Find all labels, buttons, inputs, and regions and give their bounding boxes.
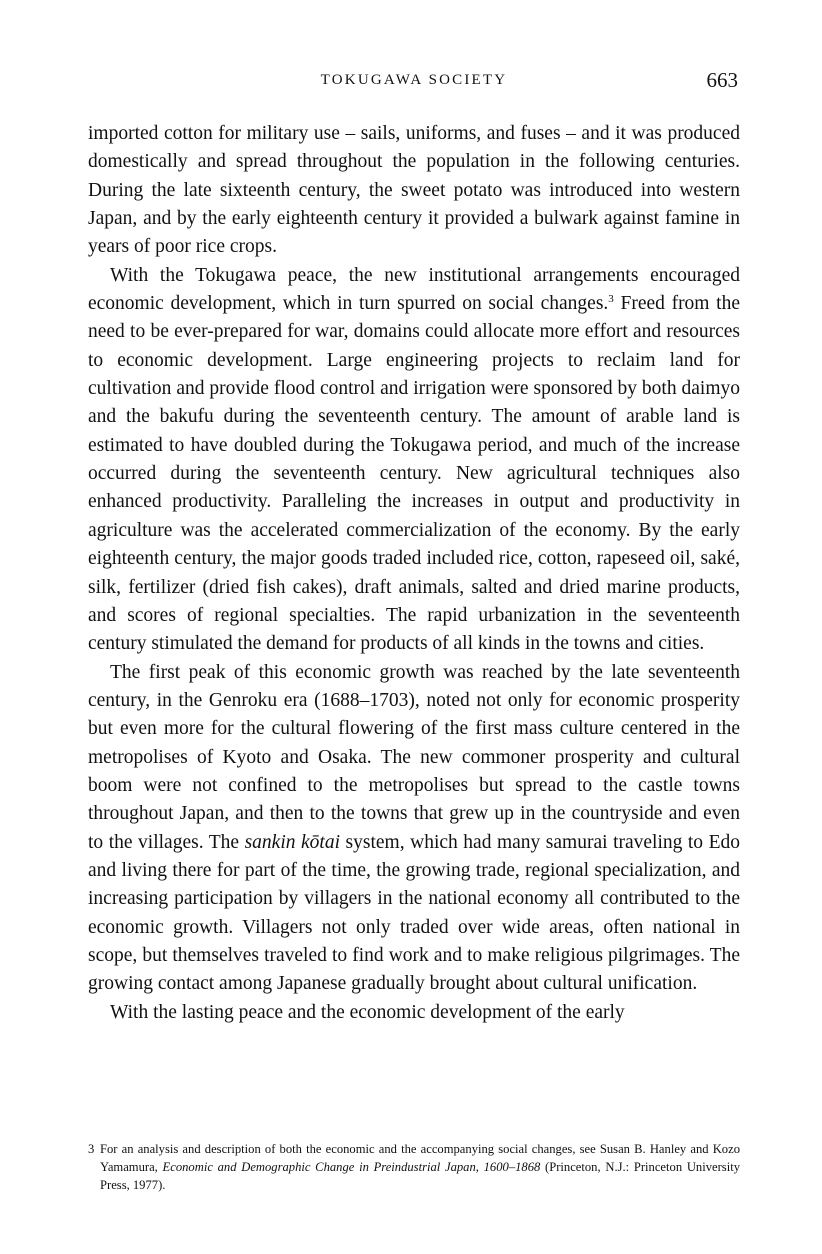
footnote-book-title: Economic and Demographic Change in Preindustrial Japan, 1600–1868	[162, 1160, 541, 1174]
running-head: TOKUGAWA SOCIETY	[320, 72, 508, 88]
paragraph-3	[88, 659, 740, 999]
footnote-text	[100, 1140, 740, 1194]
paragraph-1: imported cotton for military use – sails, uniforms, and fuses – and it was produced domestically and spread throughout the population in the following centuries. During the late sixteenth century, the sweet potato was introduced into western Japan, and by the early eighteenth century it provided a bulwark against famine in years of poor rice crops.	[88, 123, 740, 258]
footnote-reference: 3	[608, 293, 614, 306]
paragraph-2-start: With the Tokugawa peace, the new institutional arrangements encouraged economic development, which in turn spurred on social changes.	[88, 264, 740, 315]
footnote-text-start: For an analysis and description of both the economic and the accompanying social changes, see Susan B. Hanley and Kozo Yamamura,	[100, 1142, 740, 1174]
paragraph-4: With the lasting peace and the economic development of the early	[110, 1001, 625, 1023]
italic-term: sankin kōtai	[244, 831, 341, 853]
footnote-number: 3	[88, 1142, 95, 1156]
footnote	[88, 1140, 740, 1194]
paragraph-2-rest: Freed from the need to be ever-prepared for war, domains could allocate more effort and resources to economic development. Large engineering projects to reclaim land for cultivation and provide flood control and irrigation were sponsored by both daimyo and the bakufu during the seventeenth century. The amount of arable land is estimated to have doubled during the Tokugawa period, and much of the increase occurred during the seventeenth century. New agricultural techniques also enhanced productivity. Paralleling the increases in output and productivity in agriculture was the accelerated commercialization of the economy. By the early eighteenth century, the major goods traded included rice, cotton, rapeseed oil, saké, silk, fertilizer (dried fish cakes), draft animals, salted and dried marine products, and scores of regional specialties. The rapid urbanization in the seventeenth century stimulated the demand for products of all kinds in the towns and cities.	[88, 293, 740, 655]
page-number: 663	[706, 68, 738, 92]
body-text	[88, 120, 740, 1027]
paragraph-2	[88, 262, 740, 659]
paragraph-3-rest: system, which had many samurai traveling to Edo and living there for part of the time, the growing trade, regional specialization, and increasing participation by villagers in the national economy all contributed to the economic growth. Villagers not only traded over wide areas, often national in scope, but themselves traveled to find work and to make religious pilgrimages. The growing contact among Japanese gradually brought about cultural unification.	[88, 831, 740, 995]
page-header	[88, 68, 740, 96]
footnote-text-end: (Princeton, N.J.: Princeton University Press, 1977).	[100, 1160, 740, 1192]
paragraph-3-start: The first peak of this economic growth was reached by the late seventeenth century, in the Genroku era (1688–1703), noted not only for economic prosperity but even more for the cultural flowering of the first mass culture centered in the metropolises of Kyoto and Osaka. The new commoner prosperity and cultural boom were not confined to the metropolises but spread to the castle towns throughout Japan, and then to the towns that grew up in the countryside and even to the villages. The	[88, 661, 740, 853]
